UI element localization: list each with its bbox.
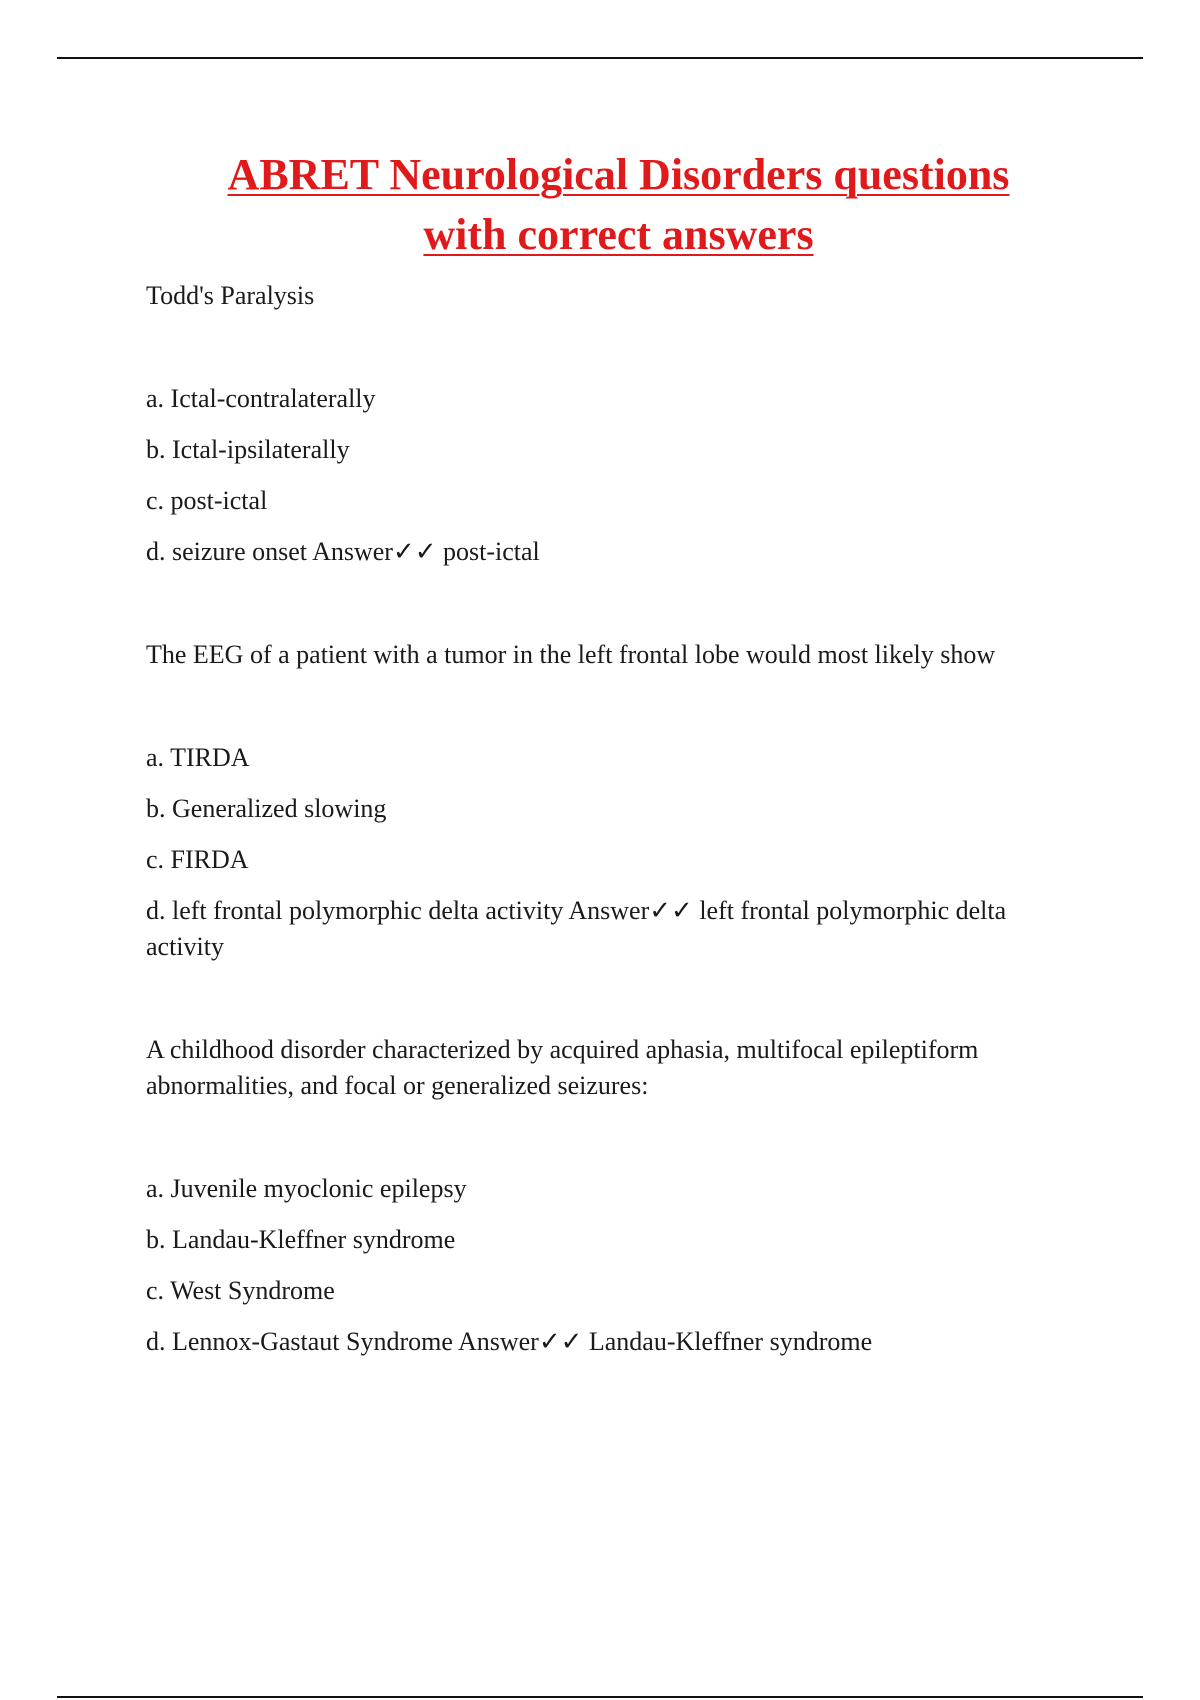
option-d-with-answer: d. left frontal polymorphic delta activity Answer✓✓ left frontal polymorphic delta activity bbox=[146, 896, 1007, 961]
question-block bbox=[146, 1032, 1086, 1360]
option-b: b. Ictal-ipsilaterally bbox=[146, 435, 350, 464]
answer-options bbox=[146, 381, 1086, 570]
question-list bbox=[146, 278, 1086, 1427]
top-rule bbox=[57, 57, 1143, 59]
bottom-rule bbox=[57, 1696, 1143, 1698]
title-line-2: with correct answers bbox=[423, 210, 814, 259]
question-text: Todd's Paralysis bbox=[146, 281, 315, 310]
option-b: b. Landau-Kleffner syndrome bbox=[146, 1225, 456, 1254]
answer-options bbox=[146, 740, 1086, 965]
question-block bbox=[146, 278, 1086, 570]
option-c: c. FIRDA bbox=[146, 845, 249, 874]
question-text: A childhood disorder characterized by acquired aphasia, multifocal epileptiform abnormalities, and focal or generalized seizures: bbox=[146, 1035, 979, 1100]
question-block bbox=[146, 637, 1086, 965]
option-d-with-answer: d. seizure onset Answer✓✓ post-ictal bbox=[146, 537, 540, 566]
answer-options bbox=[146, 1171, 1086, 1360]
question-text: The EEG of a patient with a tumor in the left frontal lobe would most likely show bbox=[146, 640, 996, 669]
title-line-1: ABRET Neurological Disorders questions bbox=[227, 150, 1010, 199]
option-a: a. Juvenile myoclonic epilepsy bbox=[146, 1174, 467, 1203]
option-a: a. TIRDA bbox=[146, 743, 250, 772]
option-b: b. Generalized slowing bbox=[146, 794, 387, 823]
document-title bbox=[120, 145, 1117, 265]
option-c: c. post-ictal bbox=[146, 486, 268, 515]
option-d-with-answer: d. Lennox-Gastaut Syndrome Answer✓✓ Landau-Kleffner syndrome bbox=[146, 1327, 873, 1356]
option-a: a. Ictal-contralaterally bbox=[146, 384, 376, 413]
option-c: c. West Syndrome bbox=[146, 1276, 335, 1305]
